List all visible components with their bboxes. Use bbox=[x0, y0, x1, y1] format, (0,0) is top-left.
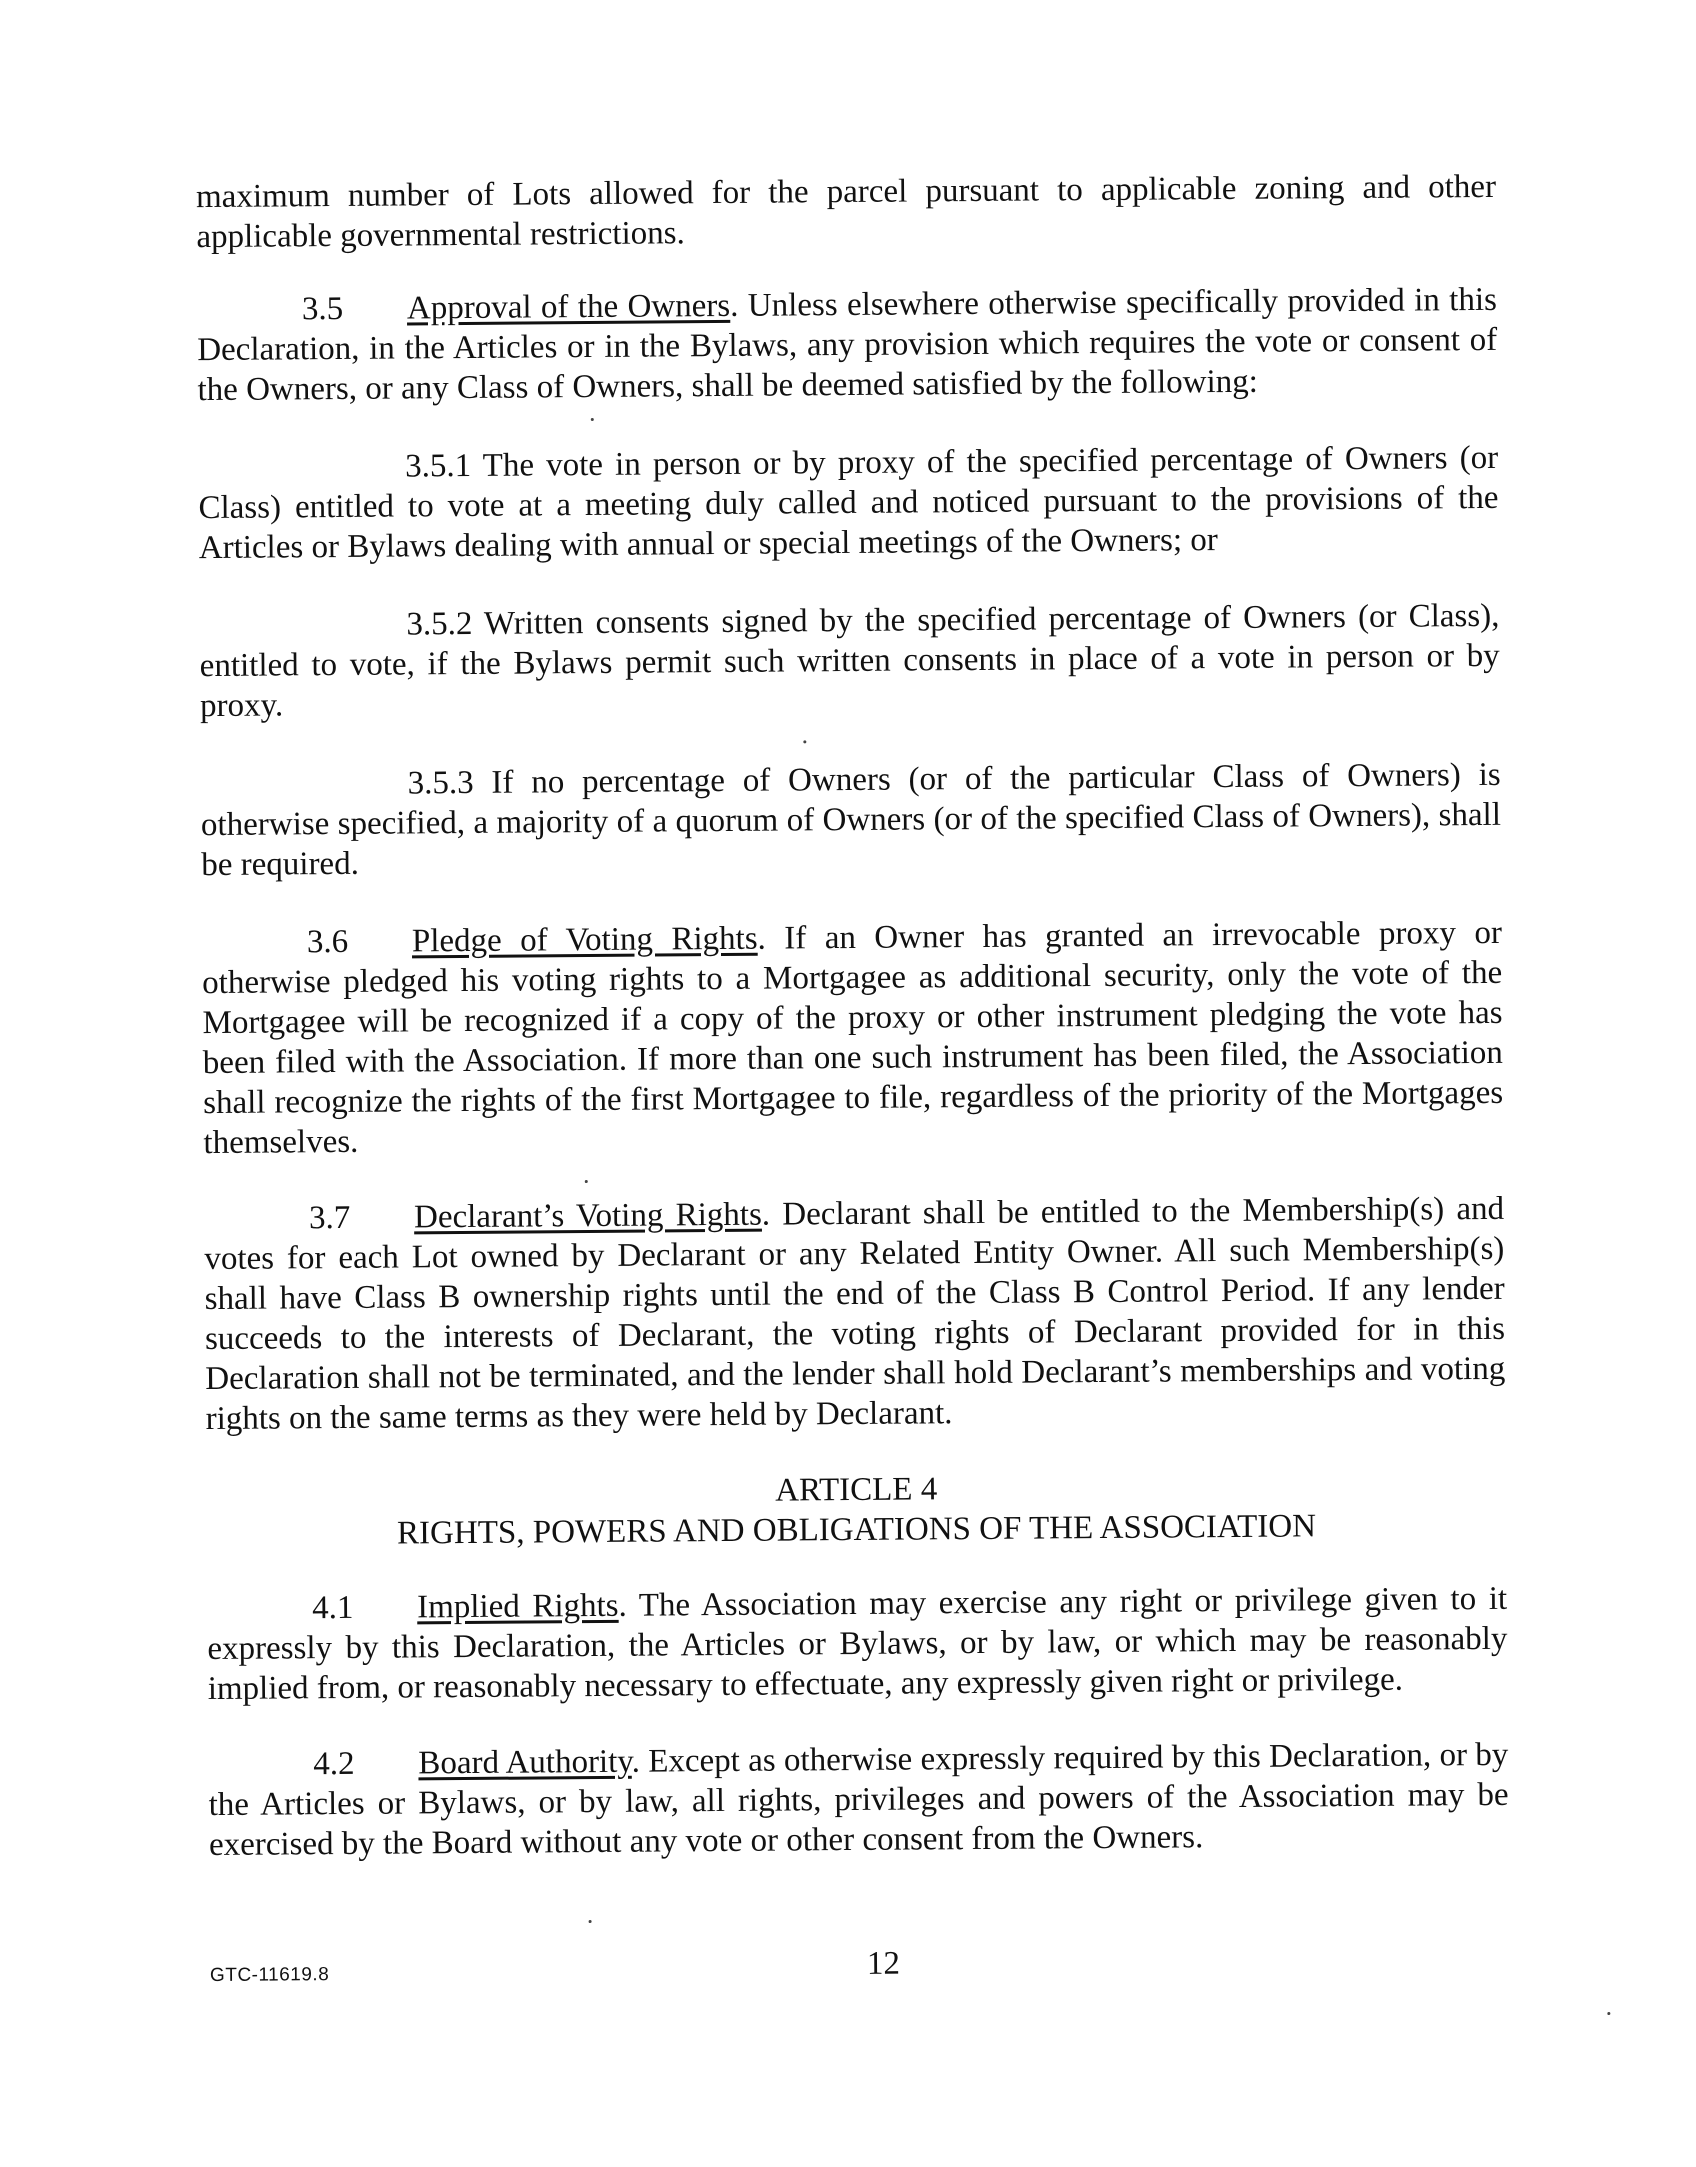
section-number: 3.6 bbox=[306, 923, 349, 961]
section-heading: Pledge of Voting Rights bbox=[411, 920, 758, 960]
page-number: 12 bbox=[866, 1945, 901, 1982]
paragraph-text: The vote in person or by proxy of the specified percentage of Owners (or Class) entitled to vote at a meeting duly called and noticed pursuant to the provisions of the Articles or Bylaws dealing with annual or special meetings of the Owners; or bbox=[198, 439, 1499, 567]
scan-speck bbox=[589, 1920, 592, 1923]
section-3-5-3 bbox=[201, 755, 1502, 885]
scan-speck bbox=[591, 418, 594, 421]
section-heading: Implied Rights bbox=[416, 1587, 619, 1626]
paragraph-text: . If an Owner has granted an irrevocable proxy or otherwise pledged his voting rights to a Mortgagee as additional security, only the vote of the Mortgagee will be recognized if a copy of the proxy or other instrument pledging the vote has been filed with the Association. If more than one such instrument has been filed, the Association shall recognize the rights of the first Mortgagee to file, regardless of the priority of the Mortgages themselves. bbox=[202, 914, 1504, 1162]
scan-speck bbox=[803, 740, 806, 743]
article-title: RIGHTS, POWERS AND OBLIGATIONS OF THE ASSOCIATION bbox=[396, 1508, 1317, 1552]
section-3-5-1 bbox=[198, 438, 1499, 568]
section-number: 3.5.2 bbox=[406, 605, 473, 643]
section-heading: Board Authority bbox=[418, 1743, 632, 1782]
section-number: 4.1 bbox=[311, 1589, 354, 1627]
paragraph-text: . The Association may exercise any right or privilege given to it expressly by this Declaration, the Articles or Bylaws, or by law, or which may be reasonably implied from, or reasonably necessary to effectuate, any expressly given right or privilege. bbox=[207, 1580, 1508, 1708]
paragraph-text: . Declarant shall be entitled to the Membership(s) and votes for each Lot owned by Declarant or any Related Entity Owner. All such Membership(s) shall have Class B ownership rights until the end of the Class B Control Period. If any lender succeeds to the interests of Declarant, the voting rights of Declarant provided for in this Declaration shall not be terminated, and the lender shall hold Declarant’s memberships and voting rights on the same terms as they were held by Declarant. bbox=[204, 1190, 1506, 1438]
document-code: GTC-11619.8 bbox=[209, 1964, 330, 1987]
paragraph-text: maximum number of Lots allowed for the parcel pursuant to applicable zoning and other applicable governmental restrictions. bbox=[195, 168, 1497, 256]
article-heading bbox=[206, 1465, 1507, 1555]
section-3-7 bbox=[204, 1189, 1506, 1439]
section-heading: Approval of the Owners bbox=[406, 287, 731, 327]
paragraph-text: . Unless elsewhere otherwise specifically provided in this Declaration, in the Articles or in the Bylaws, any provision which requires the vote or consent of the Owners, or any Class of Owners, shall be deemed satisfied by the following: bbox=[197, 281, 1498, 409]
section-3-6 bbox=[202, 913, 1504, 1163]
paragraph-text: . Except as otherwise expressly required by this Declaration, or by the Articles or Bylaws, or by law, all rights, privileges and powers of the Association may be exercised by the Board without any vote or other consent from the Owners. bbox=[208, 1736, 1509, 1864]
section-3-5 bbox=[197, 280, 1498, 410]
section-heading: Declarant’s Voting Rights bbox=[413, 1196, 762, 1236]
section-number: 3.7 bbox=[308, 1199, 351, 1237]
section-number: 3.5.3 bbox=[407, 764, 474, 802]
paragraph-text: If no percentage of Owners (or of the particular Class of Owners) is otherwise specified, a majority of a quorum of Owners (or of the specified Class of Owners), shall be required. bbox=[200, 756, 1502, 884]
section-number: 3.5.1 bbox=[405, 447, 472, 485]
section-number: 3.5 bbox=[301, 290, 344, 328]
section-4-2 bbox=[208, 1735, 1509, 1865]
scan-speck bbox=[1607, 2012, 1610, 2015]
section-3-5-2 bbox=[199, 596, 1500, 726]
article-number: ARTICLE 4 bbox=[775, 1471, 938, 1509]
section-4-1 bbox=[207, 1579, 1508, 1709]
paragraph-text: Written consents signed by the specified percentage of Owners (or Class), entitled to vote, if the Bylaws permit such written consents in place of a vote in person or by proxy. bbox=[199, 597, 1500, 725]
scan-speck bbox=[585, 1180, 588, 1183]
section-number: 4.2 bbox=[313, 1745, 355, 1783]
continued-paragraph bbox=[196, 167, 1497, 257]
